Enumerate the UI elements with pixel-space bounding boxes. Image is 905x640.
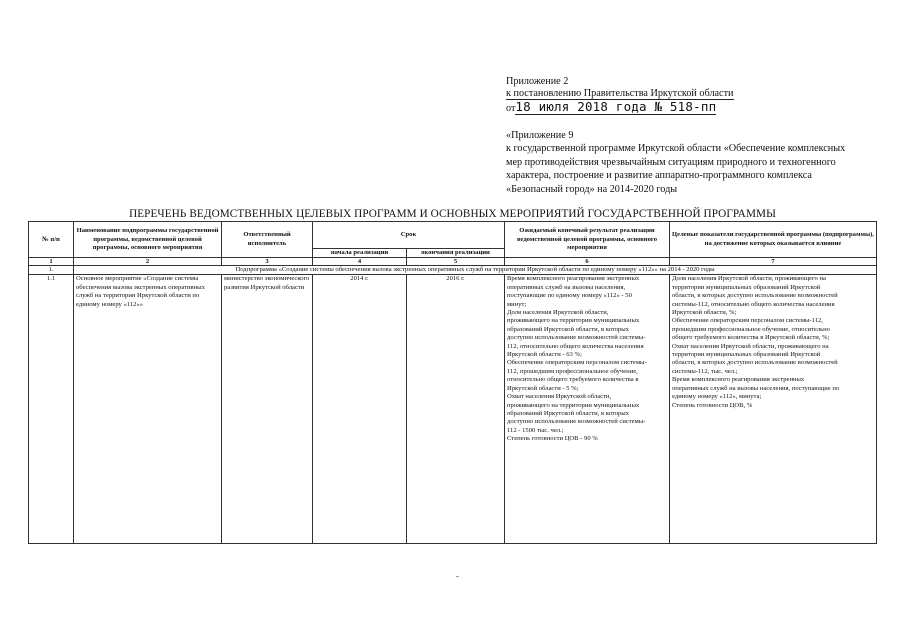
indicator-line: области, в которых доступно использование возможностей [672, 292, 838, 300]
result-line: образований Иркутской области, в которых [507, 409, 629, 417]
result-line: 112, относительно общего количества населения [507, 342, 644, 350]
programs-table [28, 221, 877, 544]
indicator-line: единому номеру «112», минута; [672, 393, 762, 401]
row-end: 2016 г. [407, 275, 505, 544]
result-line: Доля населения Иркутской области, [507, 309, 609, 317]
row-executor: министерство экономического развития Иркутской области [222, 275, 313, 544]
annex-9-line: характера, построение и развитие аппаратно-программного комплекса [506, 170, 812, 182]
result-line: образований Иркутской области, в которых [507, 325, 629, 333]
result-line: относительно общего требуемого количества в [507, 376, 639, 384]
indicator-line: Иркутской области, %; [672, 309, 737, 317]
result-line: Иркутской области - 63 %; [507, 351, 582, 359]
header-term: Срок [313, 222, 505, 249]
indicator-line: общего требуемого количества в Иркутской области, %; [672, 334, 830, 342]
annex-9-line: «Приложение 9 [506, 130, 574, 141]
indicator-line: территории муниципальных образований Иркутской [672, 283, 821, 291]
column-number: 3 [222, 258, 313, 266]
annex-2-date-line [506, 98, 896, 115]
header-term-start: начала реализации [313, 249, 407, 258]
result-line: 112 - 1500 тыс. чел.; [507, 426, 564, 434]
table-title: ПЕРЕЧЕНЬ ВЕДОМСТВЕННЫХ ЦЕЛЕВЫХ ПРОГРАММ И ОСНОВНЫХ МЕРОПРИЯТИЙ ГОСУДАРСТВЕННОЙ ПРОГРАММЫ [129, 208, 776, 220]
result-line: Обеспечение операторским персоналом системы- [507, 359, 647, 367]
header-num: № п/п [29, 222, 74, 258]
indicator-line: Время комплексного реагирования экстренных [672, 376, 805, 384]
scan-speck [456, 576, 459, 577]
subprogram-title: Подпрограмма «Создание системы обеспечения вызова экстренных оперативных служб на территории Иркутской области по единому номеру «112»» на 2014 - 2020 годы [74, 266, 877, 275]
result-line: проживающего на территории муниципальных [507, 401, 640, 409]
annex-9-line: «Безопасный город» на 2014-2020 годы [506, 183, 678, 195]
indicator-line: области, в которых доступно использование возможностей [672, 359, 838, 367]
annex-9-line: мер противодействия чрезвычайным ситуациям природного и техногенного [506, 156, 836, 168]
result-line: поступающие по единому номеру «112» - 50 [507, 292, 632, 300]
indicator-line: Обеспечение операторским персоналом системы-112, [672, 317, 823, 325]
result-line: Охват населения Иркутской области, [507, 393, 612, 401]
annex-2-header [506, 76, 896, 115]
column-number: 1 [29, 258, 74, 266]
indicator-line: оперативных служб на вызовы населения, поступающие по [672, 384, 840, 392]
subprogram-num: 1. [29, 266, 74, 275]
annex-9-line: к государственной программе Иркутской области «Обеспечение комплексных [506, 143, 846, 155]
row-start: 2014 г. [313, 275, 407, 544]
header-name: Наименование подпрограммы государственной программы, ведомственной целевой программы, основного мероприятия [74, 222, 222, 258]
indicator-line: Степень готовности ЦОВ, % [672, 401, 753, 409]
annex-2-resolution: к постановлению Правительства Иркутской области [506, 88, 734, 100]
indicator-line: системы-112, относительно общего количества населения [672, 300, 835, 308]
column-number: 7 [670, 258, 877, 266]
row-indicators [670, 275, 877, 544]
indicator-line: прошедшим профессиональное обучение, относительно [672, 325, 830, 333]
table-row [29, 275, 877, 544]
column-number: 5 [407, 258, 505, 266]
result-line: Иркутской области - 5 %; [507, 384, 579, 392]
row-result [505, 275, 670, 544]
column-number: 4 [313, 258, 407, 266]
header-executor: Ответственный исполнитель [222, 222, 313, 258]
date-prefix: от [506, 102, 516, 114]
annex-9-header [506, 129, 896, 196]
result-line: 112, прошедшим профессиональное обучение, [507, 367, 638, 375]
result-line: доступно использование возможностей системы- [507, 418, 646, 426]
indicator-line: системы-112, тыс. чел.; [672, 367, 738, 375]
result-line: Время комплексного реагирования экстренных [507, 275, 640, 283]
result-line: проживающего на территории муниципальных [507, 317, 640, 325]
result-line: Степень готовности ЦОВ - 90 % [507, 435, 598, 443]
header-result: Ожидаемый конечный результат реализации ведомственной целевой программы, основного мероприятия [505, 222, 670, 258]
column-number: 6 [505, 258, 670, 266]
result-line: доступно использование возможностей системы- [507, 334, 646, 342]
result-line: минут; [507, 300, 527, 308]
annex-2-title: Приложение 2 [506, 76, 569, 87]
result-line: оперативных служб на вызовы населения, [507, 283, 626, 291]
header-row [29, 222, 877, 249]
resolution-date: 18 июля 2018 года № 518-пп [515, 98, 717, 114]
indicator-line: Доля населения Иркутской области, проживающего на [672, 275, 826, 283]
row-name: Основное мероприятие «Создание системы обеспечения вызова экстренных оперативных служб на территории Иркутской области по единому номеру «112»» [74, 275, 222, 544]
indicator-line: территории муниципальных образований Иркутской [672, 351, 821, 359]
indicator-line: Охват населения Иркутской области, проживающего на [672, 342, 829, 350]
header-indicators: Целевые показатели государственной программы (подпрограммы), на достижение которых оказывается влияние [670, 222, 877, 258]
column-numbers-row [29, 258, 877, 266]
column-number: 2 [74, 258, 222, 266]
header-term-end: окончания реализации [407, 249, 505, 258]
subprogram-row [29, 266, 877, 275]
row-num: 1.1 [29, 275, 74, 544]
